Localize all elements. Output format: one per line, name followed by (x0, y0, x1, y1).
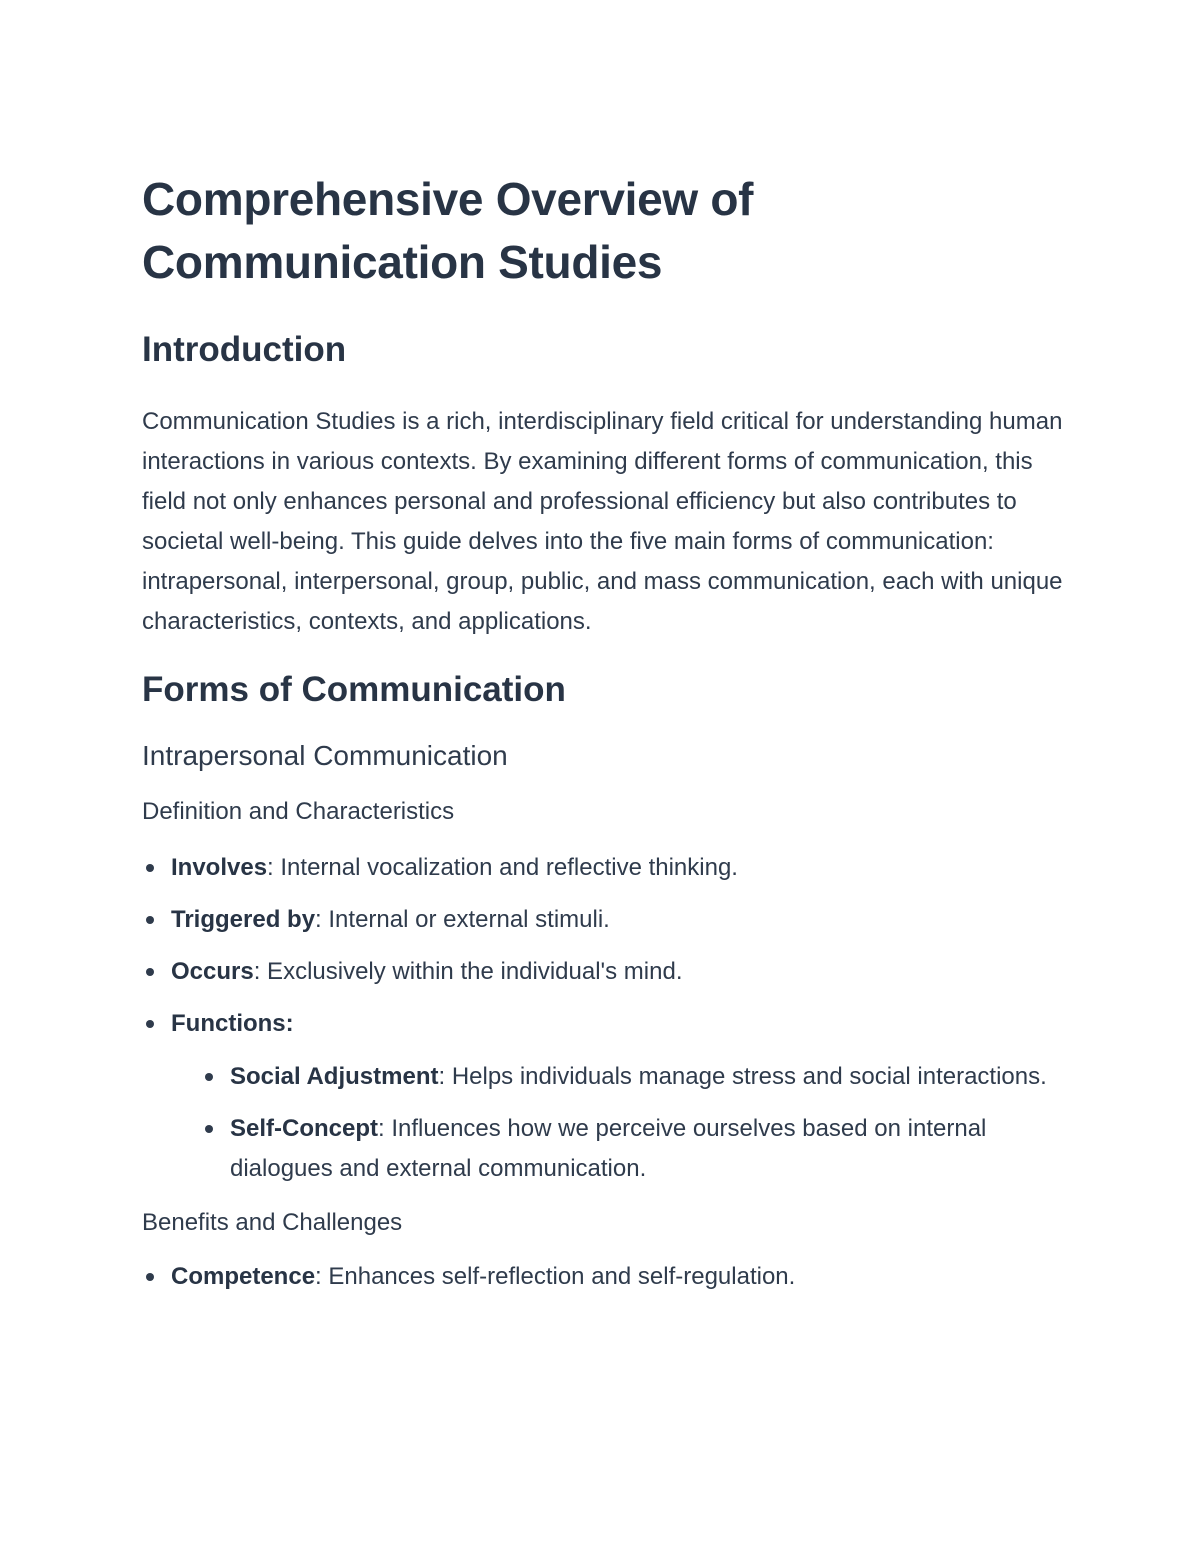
item-term: Self-Concept (230, 1115, 379, 1142)
item-text: : Internal vocalization and reflective thinking. (267, 854, 738, 881)
definition-list (142, 848, 1072, 1189)
bullet-icon (146, 1273, 154, 1281)
definition-heading: Definition and Characteristics (142, 798, 455, 825)
item-text: : Internal or external stimuli. (315, 906, 610, 933)
benefits-list (142, 1257, 1072, 1297)
forms-heading: Forms of Communication (142, 670, 566, 709)
benefits-heading: Benefits and Challenges (142, 1209, 403, 1236)
item-term: Social Adjustment (230, 1063, 439, 1090)
page-title: Comprehensive Overview of Communication Studies (142, 173, 754, 288)
document-page (142, 168, 1072, 1297)
item-text: : Influences how we perceive ourselves based on internal dialogues and external communication. (230, 1115, 987, 1182)
bullet-icon (146, 1020, 154, 1028)
item-text: : Exclusively within the individual's mind. (253, 958, 683, 985)
item-term: Occurs (171, 958, 254, 985)
list-item (142, 900, 1072, 940)
bullet-icon (146, 968, 154, 976)
bullet-icon (205, 1073, 213, 1081)
list-item (142, 952, 1072, 992)
item-text: : Enhances self-reflection and self-regulation. (315, 1263, 796, 1290)
functions-list (171, 1057, 1072, 1189)
sub-list-item (201, 1057, 1072, 1097)
item-term: Functions (171, 1010, 286, 1037)
bullet-icon (146, 916, 154, 924)
item-text: : Helps individuals manage stress and social interactions. (438, 1063, 1047, 1090)
intrapersonal-heading: Intrapersonal Communication (142, 740, 508, 771)
item-text: : (285, 1010, 294, 1037)
item-term: Competence (171, 1263, 316, 1290)
bullet-icon (205, 1125, 213, 1133)
introduction-paragraph: Communication Studies is a rich, interdisciplinary field critical for understanding human interactions in various contexts. By examining different forms of communication, this field not only enhances personal and professional efficiency but also contributes to societal well-being. This guide delves into the five main forms of communication: intrapersonal, interpersonal, group, public, and mass communication, each with unique characteristics, contexts, and applications. (142, 408, 1063, 635)
item-term: Triggered by (171, 906, 316, 933)
item-term: Involves (171, 854, 268, 881)
sub-list-item (201, 1109, 1072, 1189)
list-item (142, 848, 1072, 888)
list-item (142, 1257, 1072, 1297)
introduction-heading: Introduction (142, 330, 347, 369)
list-item (142, 1004, 1072, 1189)
bullet-icon (146, 864, 154, 872)
